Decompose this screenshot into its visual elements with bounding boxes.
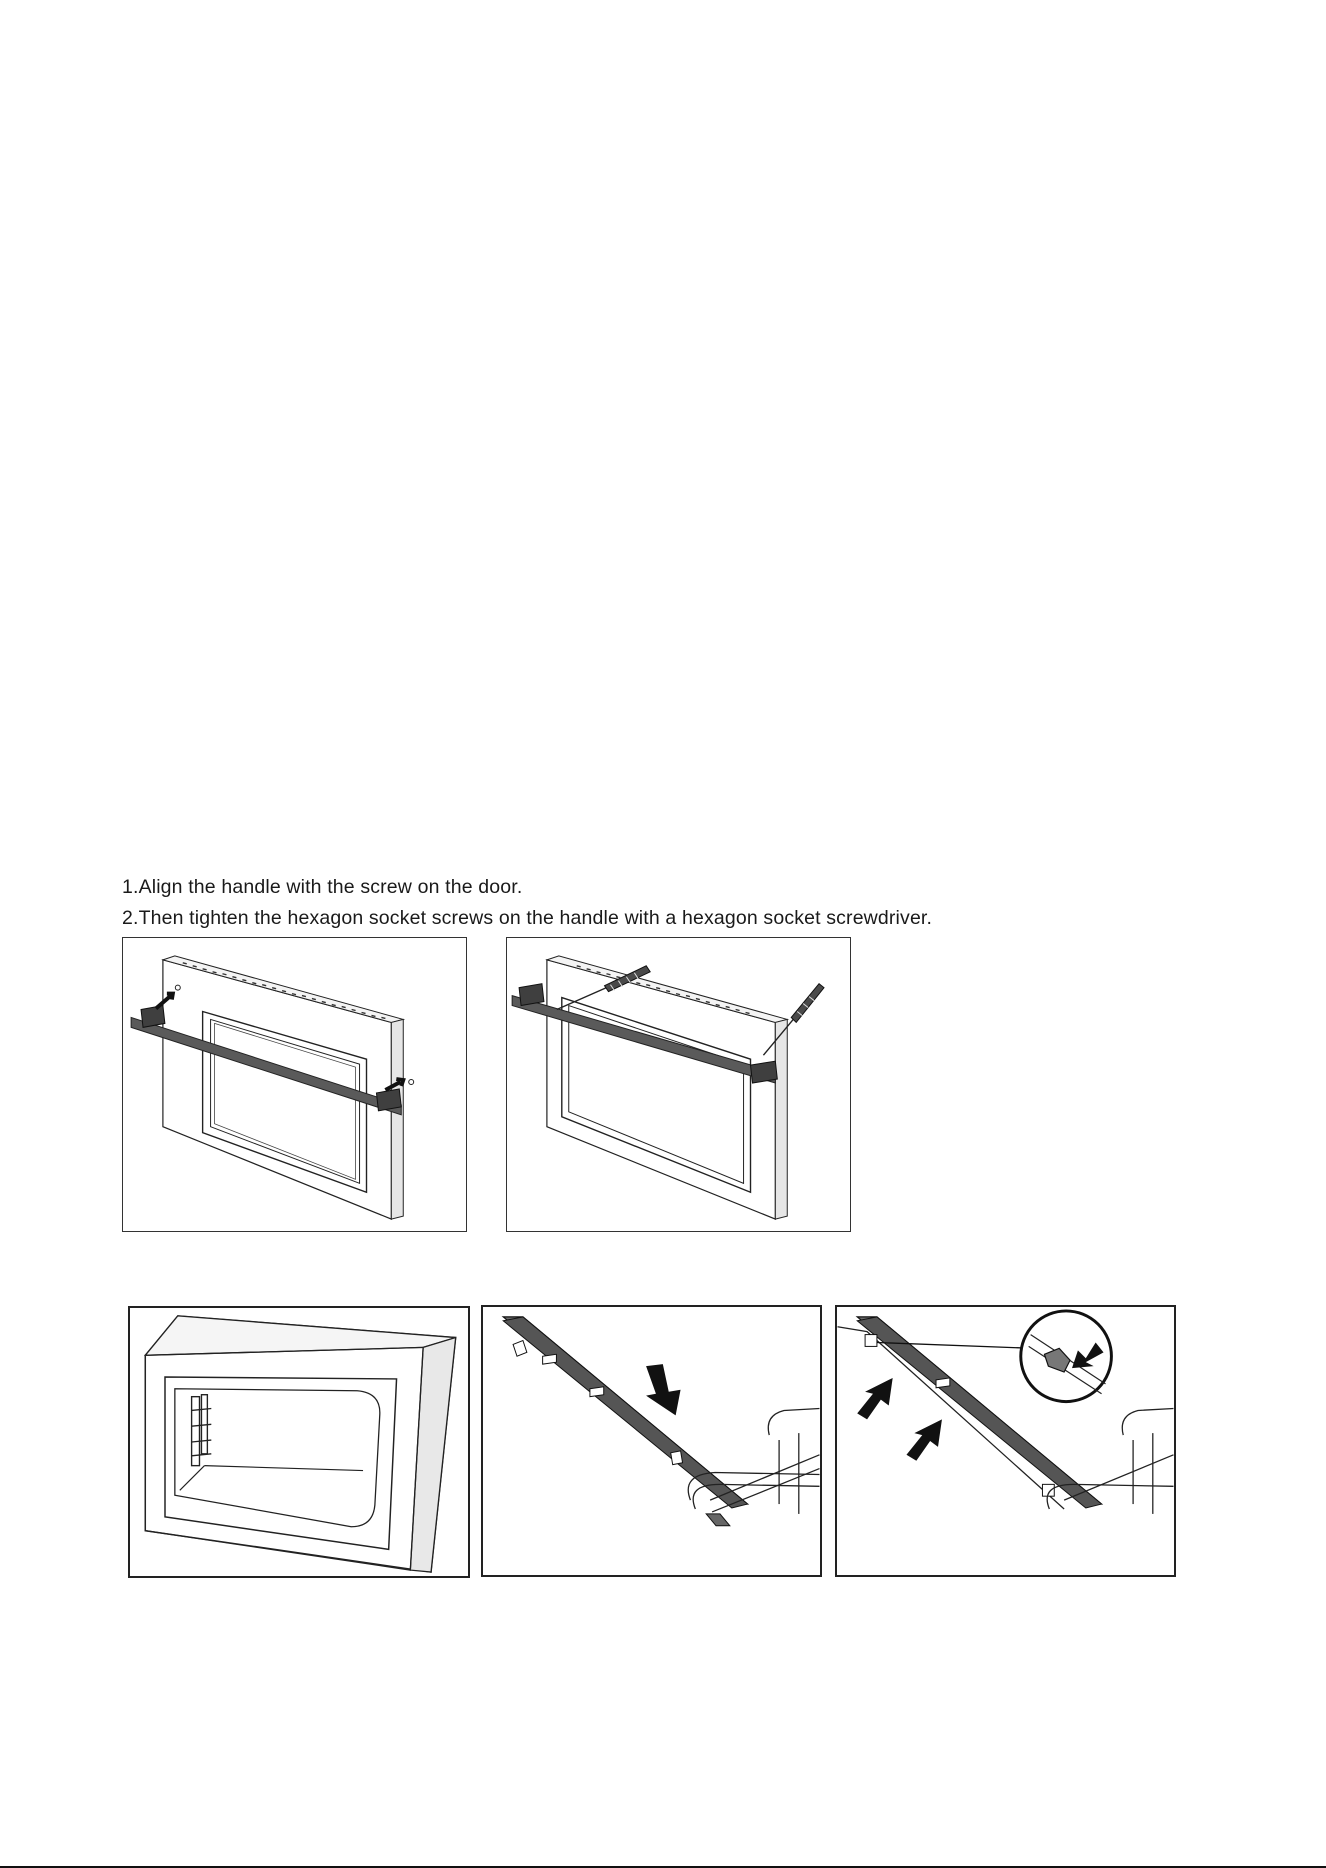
handle-right-mount — [376, 1089, 401, 1111]
door-screwdriver-illustration — [507, 938, 850, 1231]
wire-rack — [1047, 1408, 1173, 1513]
handle-left-mount — [141, 1006, 165, 1028]
instruction-step-2: 2.Then tighten the hexagon socket screws on the handle with a hexagon socket screwdriver. — [122, 907, 933, 929]
door-panel — [163, 960, 391, 1219]
insert-arrow-icon — [646, 1364, 680, 1415]
oven-cavity-illustration — [130, 1308, 468, 1576]
rail-lock-illustration — [837, 1307, 1174, 1575]
figure-rail-lock — [835, 1305, 1176, 1577]
figure-align-handle — [122, 937, 467, 1232]
push-arrow-icon-1 — [857, 1378, 892, 1419]
wire-rack — [688, 1408, 819, 1513]
figure-rail-insert — [481, 1305, 822, 1577]
screw-right — [409, 1080, 414, 1085]
handle-left-mount — [519, 984, 544, 1006]
door-side-edge — [391, 1019, 403, 1219]
push-arrow-icon-2 — [906, 1419, 941, 1460]
figure-oven-cavity — [128, 1306, 470, 1578]
figure-tighten-screws — [506, 937, 851, 1232]
rail-insert-illustration — [483, 1307, 820, 1575]
handle-right-mount — [751, 1061, 778, 1083]
door-handle-align-illustration — [123, 938, 466, 1231]
instruction-step-1: 1.Align the handle with the screw on the door. — [122, 876, 523, 898]
